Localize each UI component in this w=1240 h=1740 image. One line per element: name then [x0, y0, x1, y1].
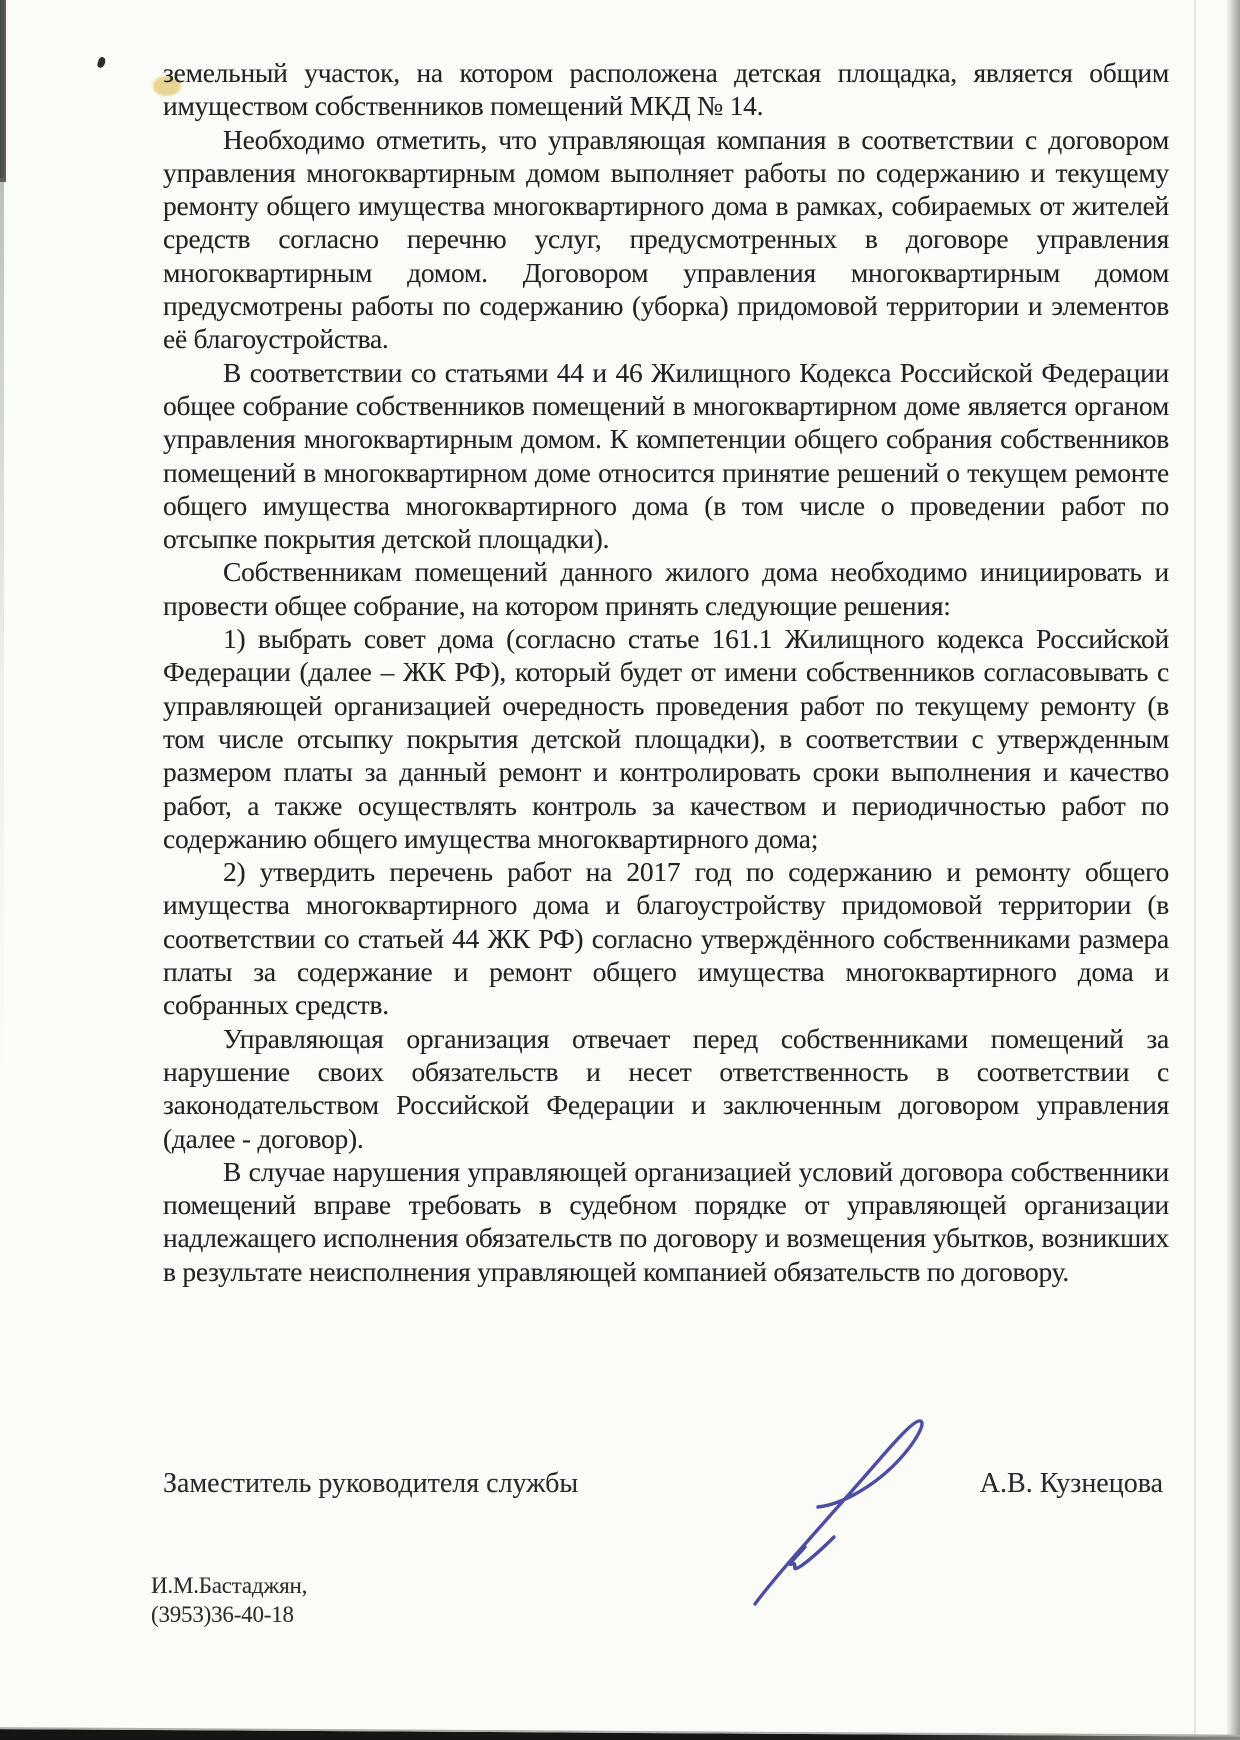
paragraph-liability: Управляющая организация отвечает перед собственниками помещений за нарушение своих обязательств и несет ответственность в соответствии с законодательством Российской Федерации и заключенным договором управления (далее - договор). — [163, 1022, 1169, 1154]
scan-line-artifact — [1194, 0, 1196, 1740]
paragraph-court-rights: В случае нарушения управляющей организацией условий договора собственники помещений вправе требовать в судебном порядке от управляющей организации надлежащего исполнения обязательств по договору и возмещения убытков, возникших в результате неисполнения управляющей компанией обязательств по договору. — [163, 1155, 1169, 1287]
executor-phone: (3953)36-40-18 — [151, 1602, 294, 1627]
executor-name: И.М.Бастаджян, — [151, 1573, 308, 1598]
ink-speck — [96, 56, 106, 69]
paragraph-owners-meeting: Собственникам помещений данного жилого дома необходимо инициировать и провести общее собрание, на котором принять следующие решения: — [163, 556, 1169, 621]
signature-name: А.В. Кузнецова — [979, 1468, 1163, 1499]
paragraph-decision-1: 1) выбрать совет дома (согласно статье 161.1 Жилищного кодекса Российской Федерации (далее – ЖК РФ), который будет от имени собственников согласовывать с управляющей организацией очередность проведения работ по текущему ремонту (в том числе отсыпку покрытия детской площадки), в соответствии с утвержденным размером платы за данный ремонт и контролировать сроки выполнения и качество работ, а также осуществлять контроль за качеством и периодичностью работ по содержанию общего имущества многоквартирного дома; — [163, 623, 1169, 854]
letter-body — [163, 56, 1169, 1288]
scan-edge-right — [1226, 0, 1240, 1740]
signature-stroke-icon — [735, 1406, 935, 1616]
scan-edge-bottom — [0, 1727, 1240, 1740]
scan-edge-left-fade — [0, 178, 4, 1078]
paragraph-decision-2: 2) утвердить перечень работ на 2017 год по содержанию и ремонту общего имущества многоквартирного дома и благоустройству придомовой территории (в соответствии со статьей 44 ЖК РФ) согласно утверждённого собственниками размера платы за содержание и ремонт общего имущества многоквартирного дома и собранных средств. — [163, 856, 1169, 1021]
paragraph-continuation: земельный участок, на котором расположена детская площадка, является общим имуществом собственников помещений МКД № 14. — [163, 57, 1169, 122]
signature-role: Заместитель руководителя службы — [163, 1468, 579, 1499]
signature-row — [163, 1467, 1163, 1501]
paragraph-housing-code: В соответствии со статьями 44 и 46 Жилищного Кодекса Российской Федерации общее собрание собственников помещений в многоквартирном доме является органом управления многоквартирным домом. К компетенции общего собрания собственников помещений в многоквартирном доме относится принятие решений о текущем ремонте общего имущества многоквартирного дома (в том числе о проведении работ по отсыпке покрытия детской площадки). — [163, 356, 1169, 555]
executor-footer — [151, 1571, 307, 1629]
scan-edge-left — [0, 0, 6, 182]
paragraph-management-duties: Необходимо отметить, что управляющая компания в соответствии с договором управления многоквартирным домом выполняет работы по содержанию и текущему ремонту общего имущества многоквартирного дома в рамках, собираемых от жителей средств согласно перечню услуг, предусмотренных в договоре управления многоквартирным домом. Договором управления многоквартирным домом предусмотрены работы по содержанию (уборка) придомовой территории и элементов её благоустройства. — [163, 123, 1169, 355]
